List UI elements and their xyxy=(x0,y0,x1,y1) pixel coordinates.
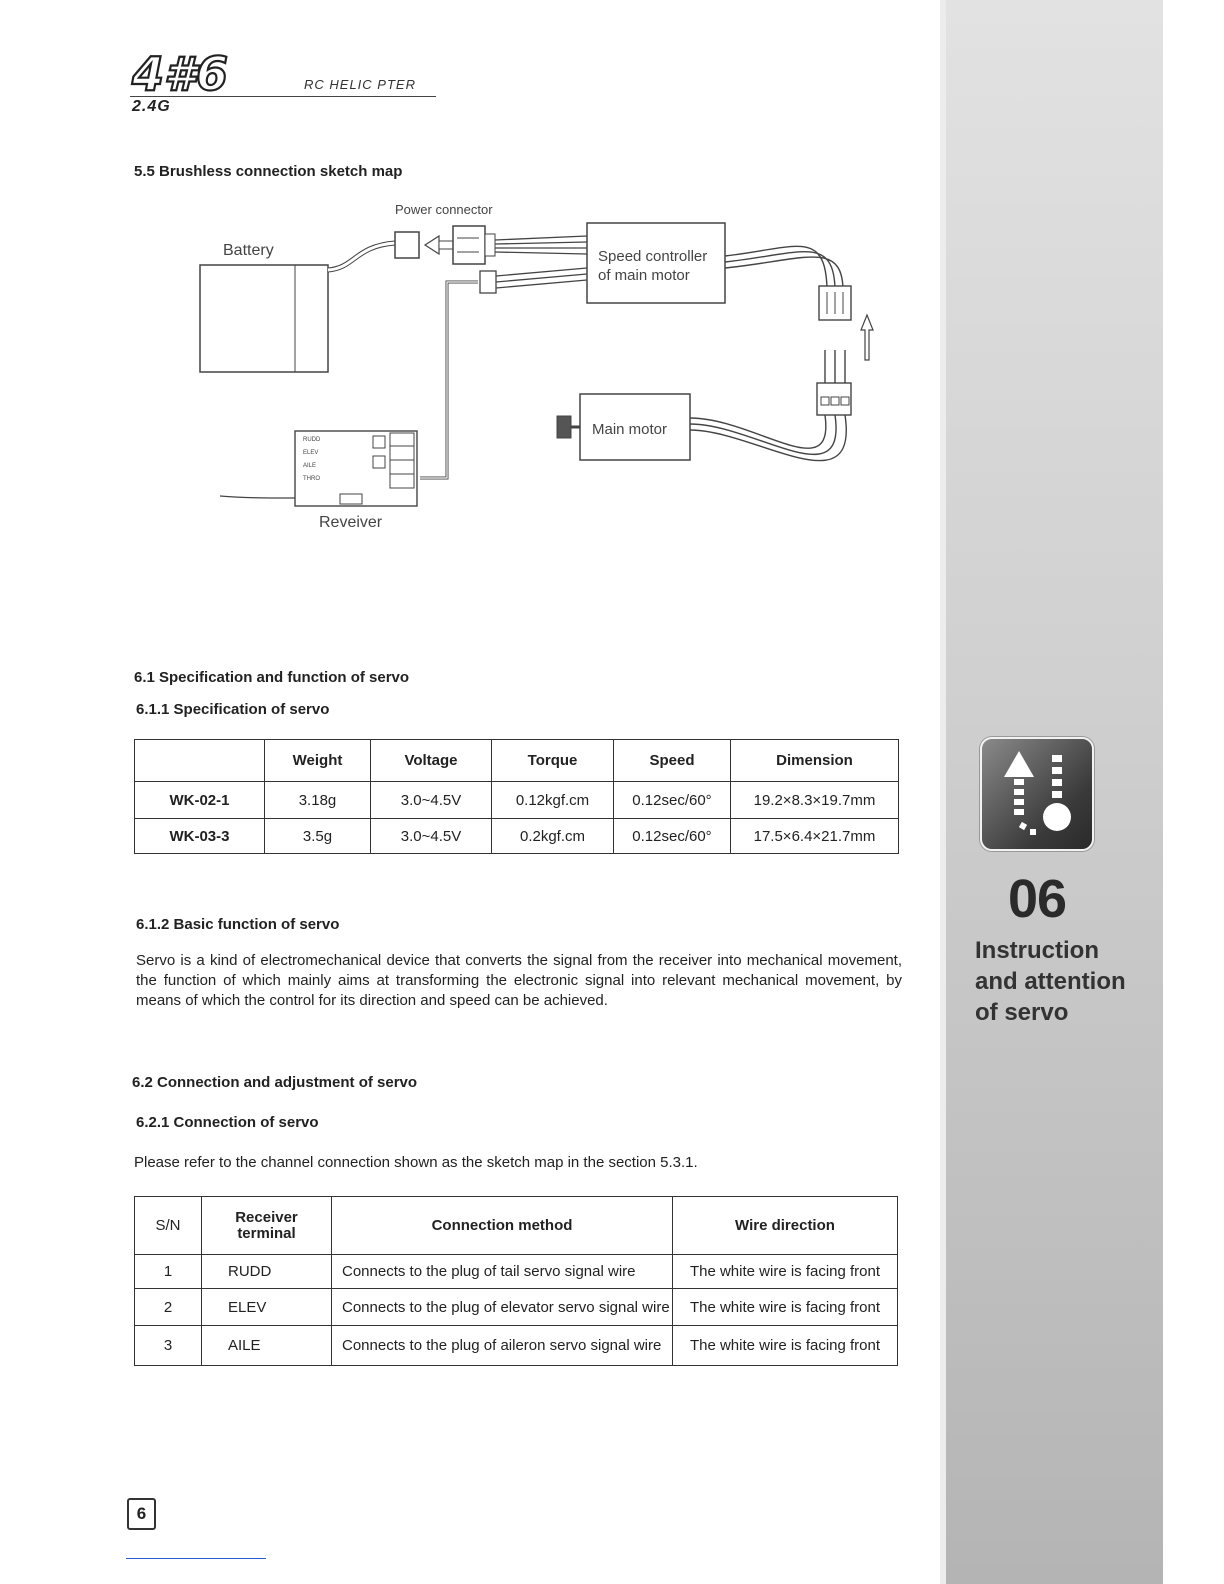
speed-controller-label-2: of main motor xyxy=(598,267,690,284)
spec-header-blank xyxy=(135,740,265,782)
conn-header-row xyxy=(135,1197,898,1255)
rx-channel-elev: ELEV xyxy=(303,450,319,456)
logo-text: 4#6 xyxy=(132,50,229,96)
section-5-5-heading: 5.5 Brushless connection sketch map xyxy=(134,163,403,180)
conn-cell-method: Connects to the plug of elevator servo signal wire xyxy=(332,1289,673,1326)
spec-cell-dimension: 19.2×8.3×19.7mm xyxy=(731,782,899,819)
conn-header-method: Connection method xyxy=(332,1197,673,1255)
servo-spec-table xyxy=(134,739,899,854)
conn-header-sn: S/N xyxy=(135,1197,202,1255)
servo-function-paragraph: Servo is a kind of electromechanical device that converts the signal from the receiver into mechanical movement, the function of which mainly aims at transforming the electronic signal into relevant mechanical movement, by means of which the control for its direction and speed can be achieved. xyxy=(136,952,902,1009)
section-6-1-1-heading: 6.1.1 Specification of servo xyxy=(136,701,330,718)
spec-row xyxy=(135,819,899,854)
conn-cell-method: Connects to the plug of tail servo signal wire xyxy=(332,1255,673,1289)
spec-row xyxy=(135,782,899,819)
spec-header-weight: Weight xyxy=(265,740,371,782)
spec-cell-model: WK-03-3 xyxy=(135,819,265,854)
connector-female xyxy=(453,226,485,264)
logo-band: 2.4G xyxy=(132,98,171,115)
conn-cell-wire: The white wire is facing front xyxy=(673,1255,898,1289)
servo-connection-table xyxy=(134,1196,898,1366)
conn-cell-wire: The white wire is facing front xyxy=(673,1326,898,1366)
power-connector-label: Power connector xyxy=(395,202,493,217)
spec-cell-speed: 0.12sec/60° xyxy=(614,782,731,819)
logo-subtitle: RC HELIC PTER xyxy=(304,77,416,92)
footer-link-line xyxy=(126,1558,266,1559)
spec-cell-speed: 0.12sec/60° xyxy=(614,819,731,854)
rx-channel-aile: AILE xyxy=(303,463,317,469)
spec-header-dimension: Dimension xyxy=(731,740,899,782)
conn-cell-method: Connects to the plug of aileron servo signal wire xyxy=(332,1326,673,1366)
connector-arrow xyxy=(425,236,439,254)
receiver-label: Reveiver xyxy=(319,514,383,531)
up-arrow xyxy=(861,315,873,360)
spec-cell-weight: 3.5g xyxy=(265,819,371,854)
main-motor-label: Main motor xyxy=(592,421,668,438)
header-divider xyxy=(130,96,436,97)
conn-row xyxy=(135,1255,898,1289)
motor-shaft xyxy=(557,416,571,438)
conn-cell-sn: 3 xyxy=(135,1326,202,1366)
rx-channel-thro: THRO xyxy=(303,476,320,482)
spec-header-torque: Torque xyxy=(492,740,614,782)
conn-cell-wire: The white wire is facing front xyxy=(673,1289,898,1326)
conn-header-wire: Wire direction xyxy=(673,1197,898,1255)
rx-channel-rudd: RUDD xyxy=(303,437,321,443)
conn-cell-terminal: AILE xyxy=(202,1326,332,1366)
conn-cell-sn: 2 xyxy=(135,1289,202,1326)
conn-header-terminal: Receiver terminal xyxy=(202,1197,332,1255)
spec-cell-dimension: 17.5×6.4×21.7mm xyxy=(731,819,899,854)
connection-intro: Please refer to the channel connection shown as the sketch map in the section 5.3.1. xyxy=(134,1154,698,1171)
conn-cell-terminal: ELEV xyxy=(202,1289,332,1326)
spec-cell-voltage: 3.0~4.5V xyxy=(371,819,492,854)
speed-controller-label-1: Speed controller xyxy=(598,248,708,265)
bec-connector xyxy=(480,271,496,293)
section-6-1-2-heading: 6.1.2 Basic function of servo xyxy=(136,916,340,933)
conn-row xyxy=(135,1326,898,1366)
section-6-2-1-heading: 6.2.1 Connection of servo xyxy=(136,1114,319,1131)
spec-cell-model: WK-02-1 xyxy=(135,782,265,819)
spec-cell-weight: 3.18g xyxy=(265,782,371,819)
motor-connector-male xyxy=(817,383,851,415)
spec-header-voltage: Voltage xyxy=(371,740,492,782)
spec-cell-voltage: 3.0~4.5V xyxy=(371,782,492,819)
receiver-antenna xyxy=(220,496,295,498)
logo-graphic xyxy=(130,50,280,96)
conn-cell-terminal: RUDD xyxy=(202,1255,332,1289)
servo-chapter-icon xyxy=(980,737,1094,851)
brushless-connection-diagram xyxy=(195,198,895,543)
brand-logo xyxy=(130,50,280,101)
spec-header-speed: Speed xyxy=(614,740,731,782)
chapter-number: 06 xyxy=(1008,869,1067,929)
connector-male xyxy=(395,232,419,258)
page-number: 6 xyxy=(127,1498,156,1530)
spec-cell-torque: 0.12kgf.cm xyxy=(492,782,614,819)
battery-shape xyxy=(200,265,328,372)
chapter-title: Instruction and attention of servo xyxy=(975,937,1126,1026)
conn-row xyxy=(135,1289,898,1326)
spec-header-row xyxy=(135,740,899,782)
battery-label: Battery xyxy=(223,242,274,259)
servo-icon xyxy=(982,739,1092,849)
section-6-2-heading: 6.2 Connection and adjustment of servo xyxy=(132,1074,418,1091)
section-6-1-heading: 6.1 Specification and function of servo xyxy=(134,669,410,686)
conn-cell-sn: 1 xyxy=(135,1255,202,1289)
spec-cell-torque: 0.2kgf.cm xyxy=(492,819,614,854)
